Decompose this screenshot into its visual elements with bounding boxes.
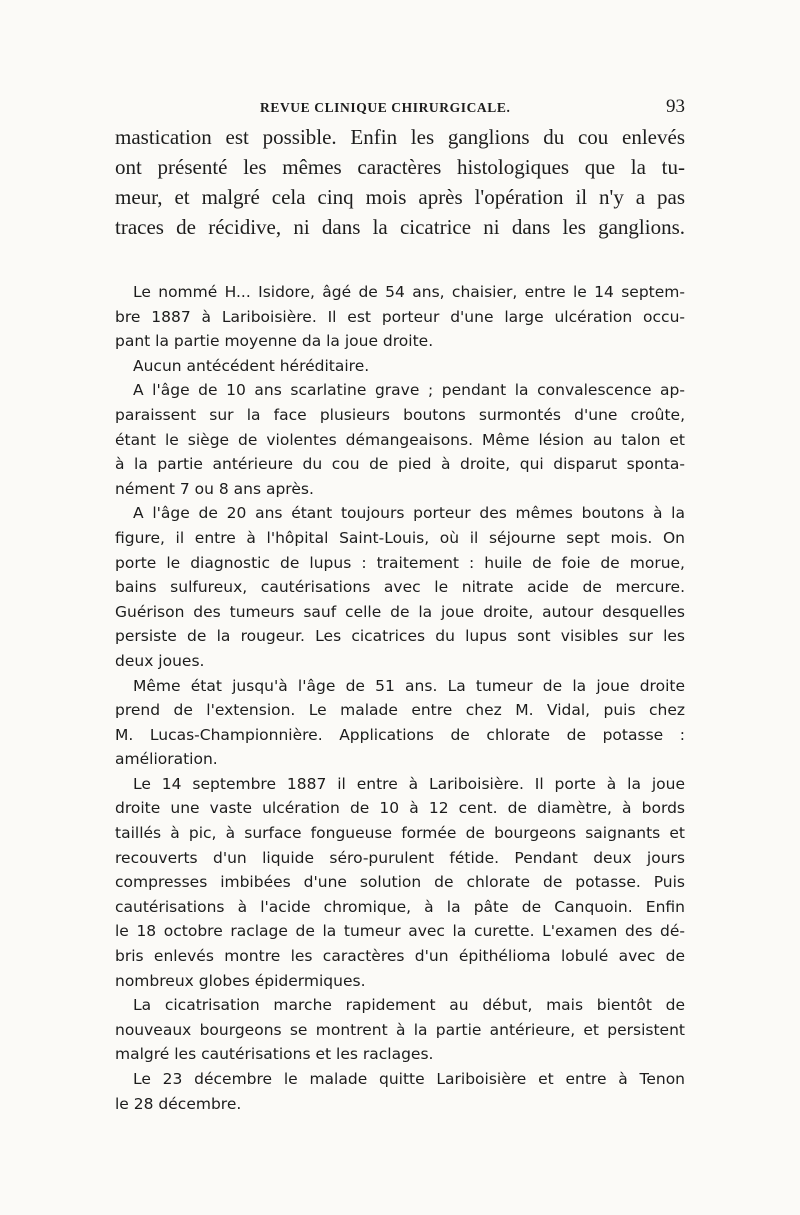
lead-paragraph	[115, 122, 685, 242]
text-line: nouveaux bourgeons se montrent à la partie antérieure, et persistent	[115, 1020, 685, 1039]
text-line: deux joues.	[115, 651, 205, 670]
text-line: Guérison des tumeurs sauf celle de la joue droite, autour desquelles	[115, 602, 685, 621]
running-head-title: REVUE CLINIQUE CHIRURGICALE.	[260, 100, 511, 115]
text-line: recouverts d'un liquide séro-purulent fétide. Pendant deux jours	[115, 848, 685, 867]
text-line: persiste de la rougeur. Les cicatrices du lupus sont visibles sur les	[115, 627, 685, 646]
text-line: mastication est possible. Enfin les ganglions du cou enlevés	[115, 125, 685, 149]
text-line: le 18 octobre raclage de la tumeur avec la curette. L'examen des dé-	[115, 922, 685, 941]
page-number: 93	[666, 96, 685, 117]
text-line: nément 7 ou 8 ans après.	[115, 479, 314, 498]
text-line: paraissent sur la face plusieurs boutons surmontés d'une croûte,	[115, 405, 685, 424]
text-line: meur, et malgré cela cinq mois après l'opération il n'y a pas	[115, 185, 685, 209]
text-line: cautérisations à l'acide chromique, à la pâte de Canquoin. Enfin	[115, 897, 685, 916]
text-line: bris enlevés montre les caractères d'un épithélioma lobulé avec de	[115, 947, 685, 966]
text-line: droite une vaste ulcération de 10 à 12 cent. de diamètre, à bords	[115, 799, 685, 818]
text-line: Le nommé H... Isidore, âgé de 54 ans, chaisier, entre le 14 septem-	[133, 283, 685, 301]
text-line: Même état jusqu'à l'âge de 51 ans. La tumeur de la joue droite	[133, 676, 685, 695]
text-line: étant le siège de violentes démangeaisons. Même lésion au talon et	[115, 430, 685, 449]
text-line: taillés à pic, à surface fongueuse formée de bourgeons saignants et	[115, 824, 685, 843]
book-page	[115, 96, 685, 1116]
paragraph	[115, 1067, 685, 1116]
paragraph	[115, 993, 685, 1067]
paragraph	[115, 674, 685, 772]
text-line: compresses imbibées d'une solution de chlorate de potasse. Puis	[115, 873, 685, 892]
paragraph	[115, 280, 685, 354]
text-line: amélioration.	[115, 750, 218, 769]
text-line: Le 23 décembre le malade quitte Lariboisière et entre à Tenon	[133, 1070, 685, 1088]
text-line: nombreux globes épidermiques.	[115, 971, 366, 990]
text-line: le 28 décembre.	[115, 1094, 242, 1113]
paragraph	[115, 378, 685, 501]
text-line: M. Lucas-Championnière. Applications de chlorate de potasse :	[115, 725, 685, 744]
text-line: à la partie antérieure du cou de pied à droite, qui disparut sponta-	[115, 455, 685, 474]
text-line: ont présenté les mêmes caractères histologiques que la tu-	[115, 155, 685, 179]
text-line: porte le diagnostic de lupus : traitement : huile de foie de morue,	[115, 553, 685, 572]
text-line: A l'âge de 10 ans scarlatine grave ; pendant la convalescence ap-	[133, 381, 685, 400]
text-line: traces de récidive, ni dans la cicatrice ni dans les ganglions.	[115, 215, 685, 239]
text-line: pant la partie moyenne da la joue droite.	[115, 332, 434, 351]
text-line: bains sulfureux, cautérisations avec le nitrate acide de mercure.	[115, 578, 685, 597]
text-line: bre 1887 à Lariboisière. Il est porteur d'une large ulcération occu-	[115, 307, 685, 326]
text-line: Aucun antécédent héréditaire.	[133, 356, 370, 375]
paragraph	[115, 354, 685, 379]
paragraph	[115, 772, 685, 993]
case-report	[115, 280, 685, 1116]
text-line: La cicatrisation marche rapidement au début, mais bientôt de	[133, 996, 685, 1015]
running-head	[115, 96, 685, 120]
paragraph	[115, 501, 685, 673]
text-line: malgré les cautérisations et les raclages.	[115, 1045, 434, 1064]
text-line: Le 14 septembre 1887 il entre à Lariboisière. Il porte à la joue	[133, 774, 685, 793]
text-line: prend de l'extension. Le malade entre chez M. Vidal, puis chez	[115, 701, 685, 720]
text-line: A l'âge de 20 ans étant toujours porteur des mêmes boutons à la	[133, 504, 685, 523]
text-line: figure, il entre à l'hôpital Saint-Louis, où il séjourne sept mois. On	[115, 528, 685, 547]
